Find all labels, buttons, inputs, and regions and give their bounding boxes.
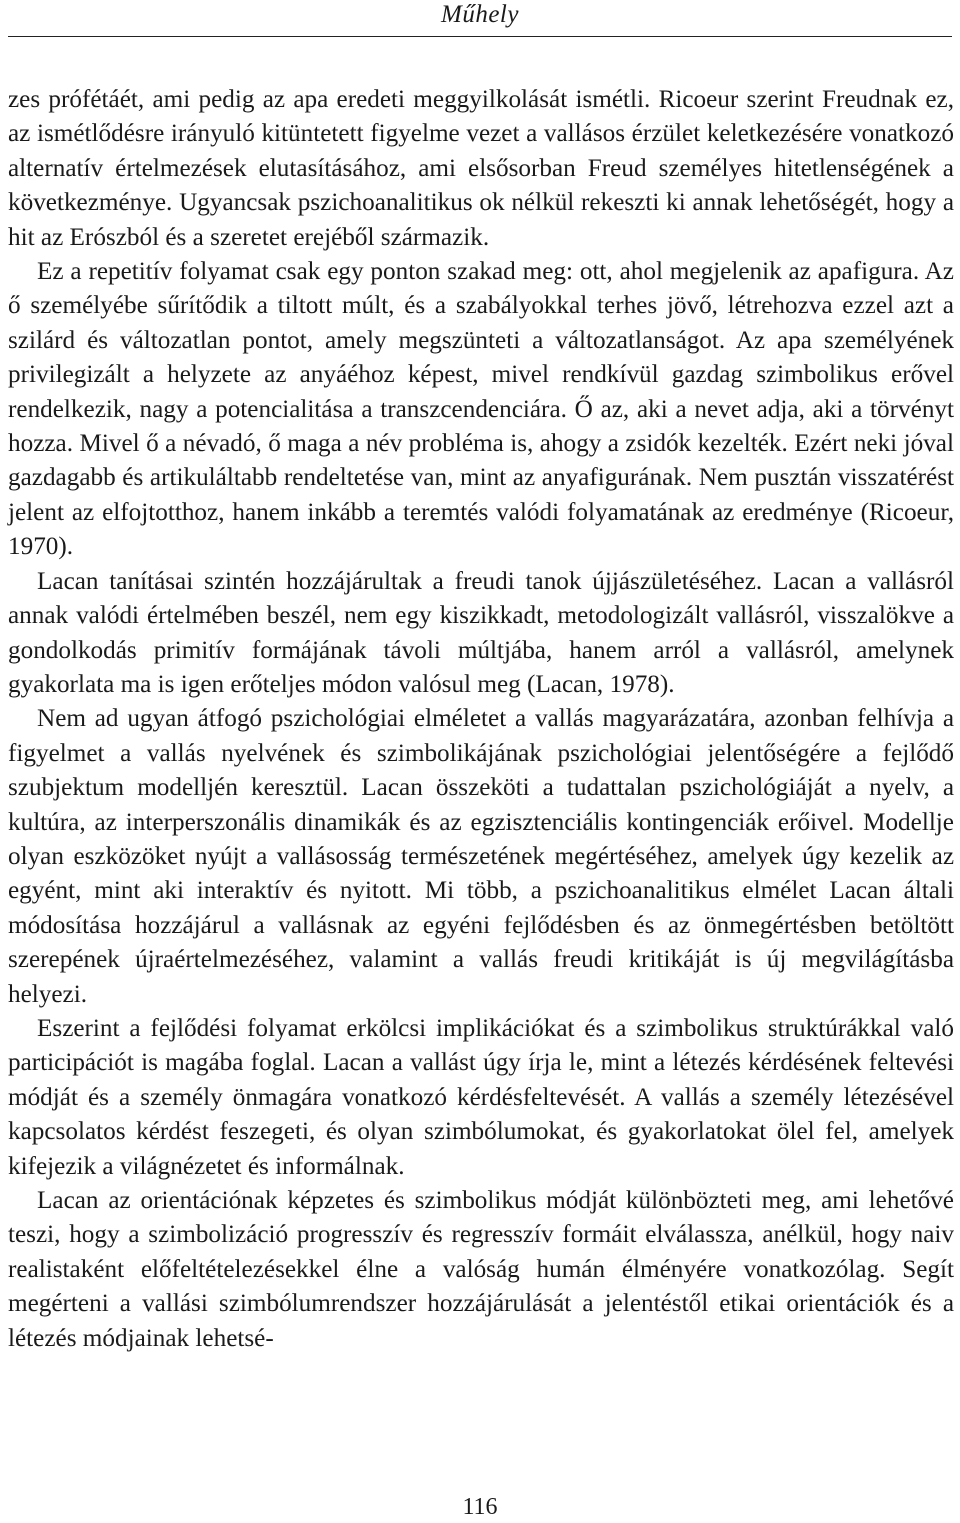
paragraph-5: Eszerint a fejlődési folyamat erkölcsi implikációkat és a szimbolikus struktúrákkal való participációt is magába foglal. Lacan a vallást úgy írja le, mint a létezés kérdésének feltevési módját és a személy önmagára vonatkozó kérdésfeltevését. A vallás a személy létezésével kapcsolatos kérdést feszegeti, és olyan szimbólumokat, és gyakorlatokat ölel fel, amelyek kifejezik a világnézetet és informálnak. [8,1014,954,1180]
header-rule [8,36,952,37]
paragraph-6: Lacan az orientációnak képzetes és szimbolikus módját különbözteti meg, ami lehetővé teszi, hogy a szimbolizáció progresszív és regresszív formáit elválassza, anélkül, hogy naiv realistaként előfeltételezésekkel élne a valóság humán élményére vonatkozólag. Segít megérteni a vallási szimbólumrendszer hozzájárulását a jelentéstől etikai orientációk és a létezés módjainak lehetsé- [8,1187,954,1352]
paragraph-4: Nem ad ugyan átfogó pszichológiai elméletet a vallás magyarázatára, azonban felhívja a figyelmet a vallás nyelvének és szimbolikájának pszichológiai jelentőségére a fejlődő szubjektum modelljén keresztül. Lacan összeköti a tudattalan pszichológiáját a nyelv, a kultúra, az interperszonális dinamikák és az egzisztenciális kontingenciák erőivel. Modellje olyan eszközöket nyújt a vallásosság természetének megértéséhez, amelyek úgy kezelik az egyént, mint aki interaktív és nyitott. Mi több, a pszichoanalitikus elmélet Lacan általi módosítása hozzájárul a vallásnak az egyéni fejlődésben és az önmegértésben betöltött szerepének újraértelmezéséhez, valamint a vallás freudi kritikáját is új megvilágításba helyezi. [8,705,954,1008]
paragraph-3: Lacan tanításai szintén hozzájárultak a freudi tanok újjászületéséhez. Lacan a vallásról annak valódi értelmében beszél, nem egy kiszikkadt, metodologizált vallásról, visszalökve a gondolkodás primitív formájának távoli múltjába, hanem arról a vallásról, amelynek gyakorlata ma is igen erőteljes módon valósul meg (Lacan, 1978). [8,567,954,698]
paragraph-1: zes prófétáét, ami pedig az apa eredeti meggyilkolását ismétli. Ricoeur szerint Freudnak ez, az ismétlődésre irányuló kitüntetett figyelme vezet a vallásos érzület keletkezésére vonatkozó alternatív értelmezések elutasításához, ami elsősorban Freud személyes hitetlenségének a következménye. Ugyancsak pszichoanalitikus ok nélkül rekeszti ki annak lehetőségét, hogy a hit az Erószból és a szeretet erejéből származik. [8,86,954,251]
page-number: 116 [462,1494,498,1520]
running-header: Műhely [441,1,519,28]
body-text [8,83,954,1356]
paragraph-2: Ez a repetitív folyamat csak egy ponton szakad meg: ott, ahol megjelenik az apafigura. Az ő személyébe sűrítődik a tiltott múlt, és a szabályokkal terhes jövő, létrehozva ezzel azt a szilárd és változatlan pontot, amely megszünteti a változatlanságot. Az apa személyének privilegizált a helyzete az anyáéhoz képest, mivel rendkívül gazdag szimbolikus erővel rendelkezik, nagy a potencialitása a transzcendenciára. Ő az, aki a nevet adja, aki a törvényt hozza. Mivel ő a névadó, ő maga a név probléma is, ahogy a zsidók kezelték. Ezért neki jóval gazdagabb és artikuláltabb rendeltetése van, mint az anyafigurának. Nem pusztán visszatérést jelent az elfojtotthoz, hanem inkább a teremtés valódi folyamatának az eredménye (Ricoeur, 1970). [8,258,954,561]
